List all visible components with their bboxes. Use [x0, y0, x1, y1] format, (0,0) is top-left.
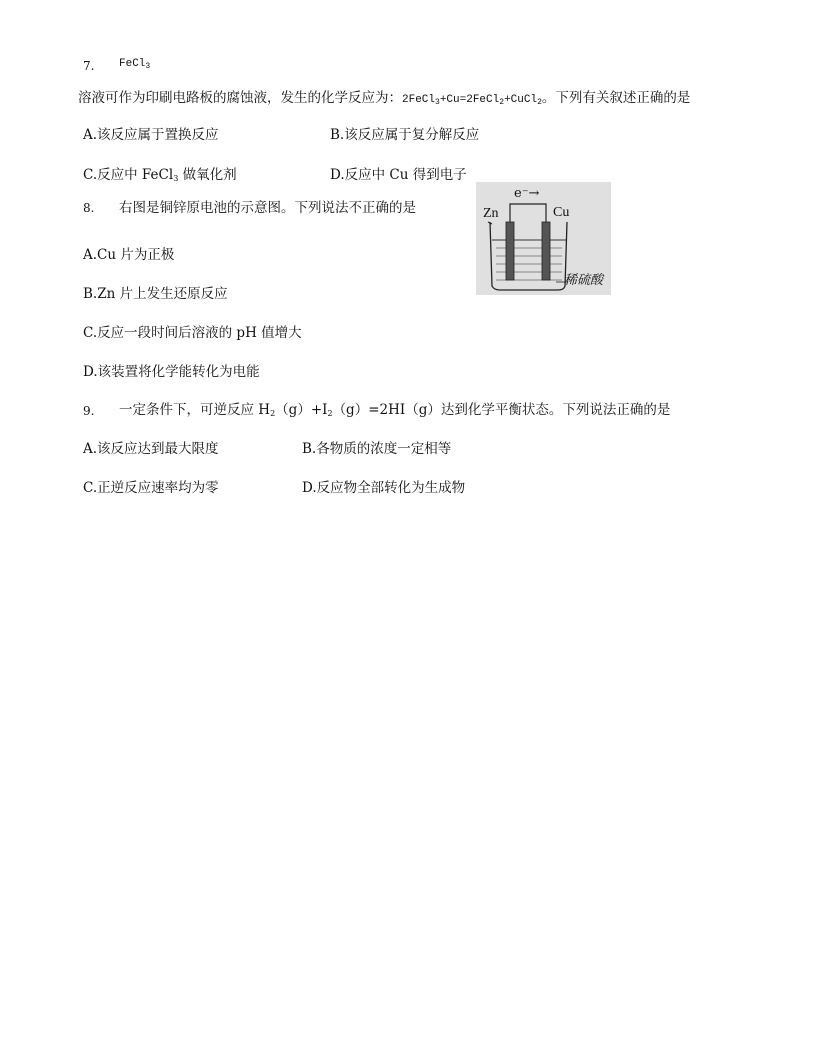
q8-stem-emphasis: 不正确 [348, 200, 389, 216]
q9-number: 9. [83, 404, 95, 418]
q8-option-a[interactable]: A.Cu 片为正极 [83, 247, 175, 263]
cu-electrode-label: Cu [553, 205, 570, 220]
q7-option-c[interactable]: C.反应中 FeCl$_3$ 做氧化剂 [83, 167, 237, 183]
q8-stem: 右图是铜锌原电池的示意图。下列说法不正确的是 [119, 200, 416, 216]
zn-electrode-label: Zn [483, 206, 499, 221]
q7-stem: 溶液可作为印刷电路板的腐蚀液，发生的化学反应为：2FeCl$_3$+Cu=2FeCl$_2$+CuCl$_2$。下列有关叙述正确的是 [78, 90, 691, 107]
q8-number: 8. [83, 201, 95, 215]
zinc-copper-cell-figure [476, 182, 611, 295]
q9-option-a[interactable]: A.该反应达到最大限度 [83, 441, 219, 457]
q8-option-b[interactable]: B.Zn 片上发生还原反应 [83, 286, 228, 302]
q9-stem: 一定条件下，可逆反应 $H_2(g)+I_2(g)=2HI(g)$达到化学平衡状态。下列说法正确的是 [119, 402, 671, 418]
q9-option-c[interactable]: C.正逆反应速率均为零 [83, 480, 219, 496]
q9-option-b[interactable]: B.各物质的浓度一定相等 [302, 441, 452, 457]
electron-flow-label: e⁻→ [514, 186, 540, 201]
q8-option-c[interactable]: C.反应一段时间后溶液的 pH 值增大 [83, 325, 302, 341]
q7-subject: FeCl$_3$ [119, 58, 151, 71]
q7-option-a[interactable]: A.该反应属于置换反应 [83, 127, 219, 143]
dilute-sulfuric-acid-label: 稀硫酸 [564, 273, 604, 288]
q9-option-d[interactable]: D.反应物全部转化为生成物 [302, 480, 466, 496]
q8-option-d[interactable]: D.该装置将化学能转化为电能 [83, 364, 260, 380]
q7-number: 7. [83, 59, 95, 73]
q7-option-d[interactable]: D.反应中 Cu 得到电子 [330, 167, 467, 183]
q7-option-b[interactable]: B.该反应属于复分解反应 [330, 127, 480, 143]
